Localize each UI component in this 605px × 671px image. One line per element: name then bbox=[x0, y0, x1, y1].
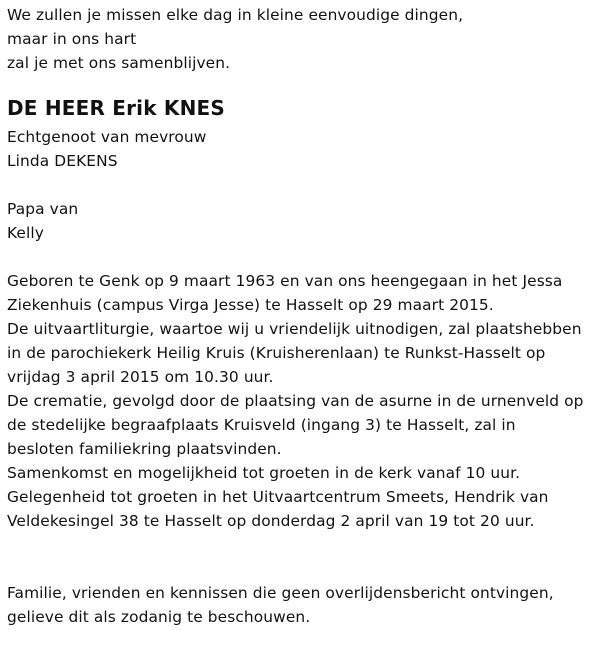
announcement-line: in de parochiekerk Heilig Kruis (Kruisherenlaan) te Runkst-Hasselt op bbox=[7, 344, 546, 362]
announcement-line: Ziekenhuis (campus Virga Jesse) te Hasselt op 29 maart 2015. bbox=[7, 296, 494, 314]
announcement-line: Samenkomst en mogelijkheid tot groeten in de kerk vanaf 10 uur. bbox=[7, 464, 521, 482]
announcement-line: besloten familiekring plaatsvinden. bbox=[7, 440, 282, 458]
announcement-line: vrijdag 3 april 2015 om 10.30 uur. bbox=[7, 368, 274, 386]
announcement-line: Veldekesingel 38 te Hasselt op donderdag 2 april van 19 tot 20 uur. bbox=[7, 512, 535, 530]
closing-line: Familie, vrienden en kennissen die geen overlijdensbericht ontvingen, bbox=[7, 584, 554, 602]
announcement-line: De uitvaartliturgie, waartoe wij u vriendelijk uitnodigen, zal plaatshebben bbox=[7, 320, 582, 338]
poem-line: maar in ons hart bbox=[7, 30, 137, 48]
children-block bbox=[7, 197, 603, 245]
memorial-poem bbox=[7, 3, 603, 75]
deceased-name-title: DE HEER Erik KNES bbox=[7, 96, 225, 120]
child-name: Kelly bbox=[7, 224, 44, 242]
spouse-block bbox=[7, 125, 603, 173]
announcement-body bbox=[7, 269, 603, 533]
poem-line: zal je met ons samenblijven. bbox=[7, 54, 231, 72]
announcement-line: de stedelijke begraafplaats Kruisveld (ingang 3) te Hasselt, zal in bbox=[7, 416, 516, 434]
spacer bbox=[7, 245, 603, 269]
spacer bbox=[7, 533, 603, 581]
announcement-line: De crematie, gevolgd door de plaatsing van de asurne in de urnenveld op bbox=[7, 392, 584, 410]
spouse-line: Echtgenoot van mevrouw bbox=[7, 128, 207, 146]
obituary-notice bbox=[7, 0, 603, 629]
closing-note bbox=[7, 581, 603, 629]
announcement-line: Geboren te Genk op 9 maart 1963 en van ons heengegaan in het Jessa bbox=[7, 272, 563, 290]
spacer bbox=[7, 173, 603, 197]
children-line: Papa van bbox=[7, 200, 79, 218]
closing-line: gelieve dit als zodanig te beschouwen. bbox=[7, 608, 311, 626]
announcement-line: Gelegenheid tot groeten in het Uitvaartcentrum Smeets, Hendrik van bbox=[7, 488, 549, 506]
poem-line: We zullen je missen elke dag in kleine eenvoudige dingen, bbox=[7, 6, 464, 24]
spouse-name: Linda DEKENS bbox=[7, 152, 118, 170]
